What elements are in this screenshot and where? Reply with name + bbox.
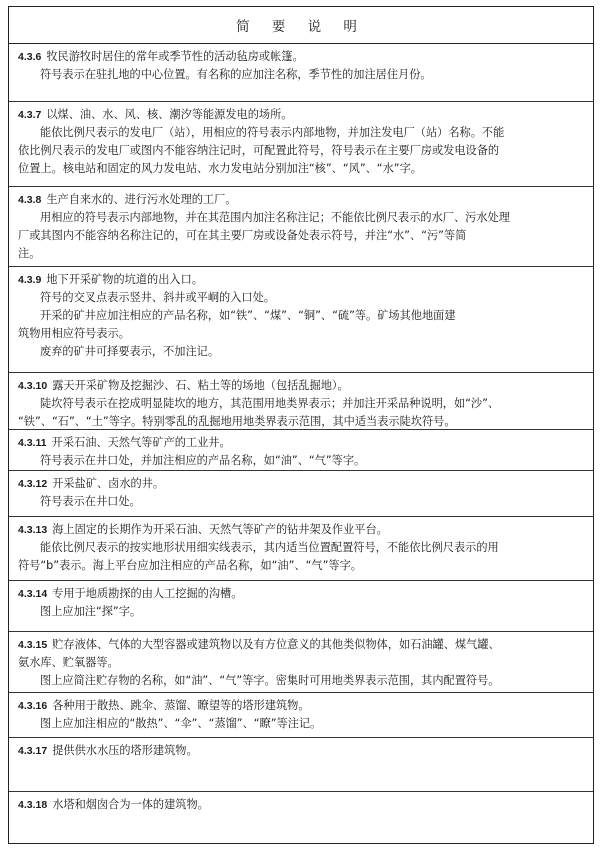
entry-title: 提供供水水压的塔形建筑物。: [52, 744, 198, 757]
entry-title-line: [18, 796, 587, 814]
entry-description-line: 用相应的符号表示内部地物，并在其范围内加注名称注记；不能依比例尺表示的水厂、污水处理: [40, 211, 510, 224]
entry-description-line: 图上应简注贮存物的名称，如“油”、“气”等字。密集时可用地类界表示范围，其内配置符号。: [40, 674, 500, 687]
entry-description-line: 废弃的矿井可择要表示，不加注记。: [40, 345, 220, 358]
entry-title-line: [18, 377, 587, 395]
entry-title: 贮存液体、气体的大型容器或建筑物以及有方位意义的其他类似物体，如石油罐、煤气罐、: [52, 638, 500, 651]
table-header-title: 简 要 说 明: [236, 19, 366, 35]
table-row: [9, 517, 593, 581]
description-table: [8, 6, 594, 844]
table-row: [9, 632, 593, 693]
entry-description-line: 图上应加注相应的“散热”、“伞”、“蒸馏”、“瞭”等注记。: [40, 717, 322, 730]
entry-title: 海上固定的长期作为开采石油、天然气等矿产的钻井架及作业平台。: [52, 523, 388, 536]
entry-number: 4.3.8: [18, 194, 42, 206]
entry-description-line: 依比例尺表示的发电厂或图内不能容纳注记时，可配置此符号，符号表示在主要厂房或发电设备的: [18, 144, 500, 157]
entry-number: 4.3.13: [18, 524, 48, 536]
table-row: [9, 693, 593, 738]
entry-number: 4.3.11: [18, 437, 47, 449]
entry-description-line: 符号表示在驻扎地的中心位置。有名称的应加注名称，季节性的加注居住月份。: [40, 68, 432, 81]
entry-title: 地下开采矿物的坑道的出入口。: [46, 273, 203, 286]
table-row: [9, 471, 593, 517]
entry-title: 牧民游牧时居住的常年或季节性的活动毡房或帐篷。: [46, 50, 304, 63]
entry-description-line: 符号表示在井口处。: [40, 495, 141, 508]
entry-number: 4.3.6: [18, 51, 42, 63]
entry-number: 4.3.9: [18, 274, 42, 286]
entry-number: 4.3.12: [18, 478, 48, 490]
entry-title-line: [18, 742, 587, 760]
entry-description-line: 注。: [18, 247, 41, 260]
table-row: [9, 373, 593, 430]
entry-title-line: [18, 191, 587, 209]
entry-title-line: [18, 585, 587, 603]
entry-number: 4.3.7: [18, 109, 42, 121]
entry-description-line: 能依比例尺表示的按实地形状用细实线表示，其内适当位置配置符号，不能依比例尺表示的用: [40, 541, 499, 554]
entry-description-line: 图上应加注“探”字。: [40, 605, 142, 618]
entry-title: 开采石油、天然气等矿产的工业井。: [51, 436, 231, 449]
entry-number: 4.3.16: [18, 700, 48, 712]
entry-title-line: [18, 636, 587, 654]
table-row: [9, 267, 593, 373]
entry-title-line: [18, 521, 587, 539]
entry-description-line: 符号表示在井口处，并加注相应的产品名称，如“油”、“气”等字。: [40, 454, 366, 467]
entry-description-line: 开采的矿井应加注相应的产品名称，如“铁”、“煤”、“铜”、“硫”等。矿场其他地面建: [40, 309, 456, 322]
entry-title-line: [18, 434, 587, 452]
table-row: [9, 102, 593, 187]
entry-description-line: 符号“b”表示。海上平台应加注相应的产品名称，如“油”、“气”等字。: [18, 559, 362, 572]
entry-title-line: [18, 271, 587, 289]
entry-description-line: 氨水库、贮氧器等。: [18, 656, 119, 669]
table-row: [9, 187, 593, 267]
table-row: [9, 738, 593, 792]
entry-number: 4.3.10: [18, 380, 48, 392]
entry-description-line: 厂或其图内不能容纳名称注记的，可在其主要厂房或设备处表示符号，并注“水”、“污”等简: [18, 229, 467, 242]
entry-title: 生产自来水的、进行污水处理的工厂。: [46, 193, 237, 206]
table-row: [9, 430, 593, 471]
entry-number: 4.3.15: [18, 639, 48, 651]
entry-title-line: [18, 475, 587, 493]
entry-description-line: “铁”、“石”、“土”等字。特别零乱的乱掘地用地类界表示范围，其中适当表示陡坎符号。: [18, 415, 456, 428]
entry-title: 以煤、油、水、风、核、潮汐等能源发电的场所。: [46, 108, 293, 121]
entry-title: 专用于地质勘探的由人工挖掘的沟槽。: [52, 587, 243, 600]
table-row: [9, 792, 593, 843]
entry-number: 4.3.18: [18, 799, 48, 811]
entry-number: 4.3.14: [18, 588, 48, 600]
entry-description-line: 陡坎符号表示在挖成明显陡坎的地方，其范围用地类界表示；并加注开采品种说明，如“沙”、: [40, 397, 500, 410]
table-row: [9, 44, 593, 102]
table-header: [9, 7, 593, 44]
entry-description-line: 能依比例尺表示的发电厂（站），用相应的符号表示内部地物，并加注发电厂（站）名称。不能: [40, 126, 505, 139]
table-row: [9, 581, 593, 632]
entry-title: 各种用于散热、跳伞、蒸馏、瞭望等的塔形建筑物。: [52, 699, 310, 712]
entry-title: 露天开采矿物及挖掘沙、石、粘土等的场地（包括乱掘地）。: [52, 379, 349, 392]
entry-title-line: [18, 106, 587, 124]
entry-number: 4.3.17: [18, 745, 48, 757]
entry-description-line: 符号的交叉点表示竖井、斜井或平峒的入口处。: [40, 291, 275, 304]
entry-title: 水塔和烟囱合为一体的建筑物。: [52, 798, 209, 811]
entry-title-line: [18, 697, 587, 715]
entry-description-line: 筑物用相应符号表示。: [18, 327, 130, 340]
entry-description-line: 位置上。核电站和固定的风力发电站、水力发电站分别加注“核”、“风”、“水”字。: [18, 162, 422, 175]
entry-title: 开采盐矿、卤水的井。: [52, 477, 165, 490]
entry-title-line: [18, 48, 587, 66]
